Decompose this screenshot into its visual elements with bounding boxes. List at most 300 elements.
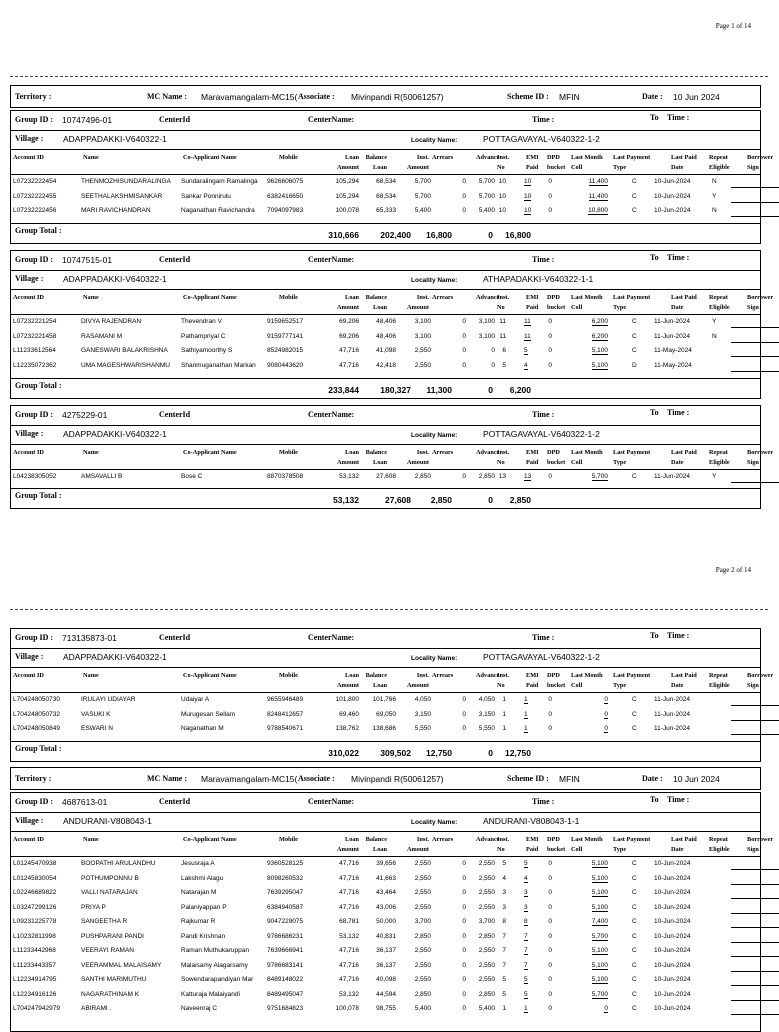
col-inst-no-line1: Inst. bbox=[497, 154, 510, 161]
account-id-cell: L01245470938 bbox=[13, 860, 57, 867]
inst-amount-cell: 2,550 bbox=[414, 361, 431, 369]
borrower-sign-line bbox=[731, 720, 779, 721]
col-last-month-coll bbox=[571, 448, 603, 468]
col-arrears-line1: Arrears bbox=[432, 294, 454, 301]
table-row bbox=[11, 722, 760, 737]
advance-cell: 2,550 bbox=[478, 976, 495, 983]
last-payment-type-cell: C bbox=[632, 347, 637, 354]
emi-paid-cell: 4 bbox=[524, 361, 528, 369]
column-header-row bbox=[11, 150, 774, 175]
account-id-cell: L704248050849 bbox=[13, 725, 60, 732]
loan-amount-cell: 53,132 bbox=[339, 990, 359, 998]
group-id-row bbox=[11, 793, 760, 813]
group-id-value: 4275229-01 bbox=[62, 410, 108, 420]
col-loan-amount-line1: Loan bbox=[345, 154, 359, 161]
column-header-row bbox=[11, 290, 774, 315]
co-applicant-cell: Palaniyappan P bbox=[181, 903, 227, 911]
advance-cell: 2,550 bbox=[478, 874, 495, 882]
balance-loan-cell: 68,534 bbox=[376, 192, 396, 200]
col-last-payment-type-line2: Type bbox=[613, 682, 627, 689]
dpd-bucket-cell: 0 bbox=[548, 347, 552, 354]
emi-paid-cell: 7 bbox=[524, 961, 528, 969]
loan-amount-cell: 100,078 bbox=[335, 1005, 359, 1012]
inst-amount-cell: 2,550 bbox=[414, 889, 431, 896]
col-account-id bbox=[13, 293, 44, 303]
mobile-cell: 8489148022 bbox=[267, 976, 304, 983]
table-row bbox=[11, 857, 760, 872]
col-inst-no-line2: No bbox=[497, 846, 505, 853]
dpd-bucket-cell: 0 bbox=[548, 318, 552, 325]
emi-paid-cell: 1 bbox=[524, 710, 528, 718]
name-cell: ABIRAMI . bbox=[81, 1005, 112, 1012]
col-borrower-sign bbox=[747, 153, 773, 173]
name-cell: MARI RAVICHANDRAN bbox=[81, 207, 151, 214]
inst-amount-cell: 2,550 bbox=[414, 347, 431, 354]
col-last-month-coll-line2: Coll bbox=[571, 682, 583, 689]
col-name-line1: Name bbox=[83, 836, 99, 843]
col-repeat-eligible-line2: Eligible bbox=[709, 459, 730, 466]
group-id-label: Group ID : bbox=[15, 255, 54, 264]
arrears-cell: 0 bbox=[462, 192, 466, 200]
time-label: Time : bbox=[532, 255, 555, 264]
col-borrower-sign bbox=[747, 835, 773, 855]
village-row bbox=[11, 649, 760, 668]
emi-paid-cell: 1 bbox=[524, 1005, 528, 1012]
last-month-coll-cell: 0 bbox=[604, 725, 608, 732]
inst-no-cell: 11 bbox=[499, 318, 506, 325]
col-balance-loan-line1: Balance bbox=[365, 672, 387, 679]
col-loan-amount-line1: Loan bbox=[345, 836, 359, 843]
page-separator bbox=[10, 609, 768, 610]
col-last-month-coll-line2: Coll bbox=[571, 164, 583, 171]
col-repeat-eligible bbox=[709, 671, 730, 691]
col-loan-amount bbox=[337, 293, 359, 313]
last-paid-date-cell: 11-Jun-2024 bbox=[654, 725, 691, 732]
territory-label: Territory : bbox=[15, 774, 52, 783]
col-inst-amount-line1: Inst. bbox=[416, 294, 429, 301]
col-arrears bbox=[432, 835, 453, 845]
account-id-cell: L03247299126 bbox=[13, 903, 57, 911]
arrears-cell: 0 bbox=[462, 947, 466, 954]
last-paid-date-cell: 10-Jun-2024 bbox=[654, 889, 691, 896]
dpd-bucket-cell: 0 bbox=[548, 192, 552, 200]
inst-amount-cell: 5,400 bbox=[414, 207, 431, 214]
last-payment-type-cell: C bbox=[632, 860, 637, 867]
date-value: 10 Jun 2024 bbox=[673, 774, 720, 784]
total-balance-loan: 309,502 bbox=[380, 748, 411, 758]
name-cell: GANESWARI BALAKRISHNA bbox=[81, 347, 168, 354]
group-total-label: Group Total : bbox=[15, 491, 62, 500]
account-id-cell: L704248050730 bbox=[13, 696, 60, 703]
col-repeat-eligible bbox=[709, 835, 730, 855]
col-last-paid-date bbox=[671, 448, 697, 468]
balance-loan-cell: 41,098 bbox=[376, 347, 396, 354]
locality-label: Locality Name: bbox=[411, 655, 458, 662]
col-inst-amount-line2: Amount bbox=[406, 459, 429, 466]
col-inst-no bbox=[497, 293, 509, 313]
last-payment-type-cell: C bbox=[632, 976, 637, 983]
borrower-sign-line bbox=[731, 371, 779, 372]
inst-no-cell: 7 bbox=[502, 961, 506, 969]
total-arrears: 0 bbox=[488, 495, 493, 505]
group-id-row bbox=[11, 251, 760, 271]
co-applicant-cell: Pathampriyal C bbox=[181, 332, 226, 340]
group-section bbox=[10, 405, 774, 509]
village-value: ADAPPADAKKI-V640322-1 bbox=[63, 652, 167, 662]
column-header-row bbox=[11, 832, 774, 857]
inst-no-cell: 10 bbox=[498, 178, 506, 185]
col-dpd-bucket bbox=[547, 448, 565, 468]
col-inst-no bbox=[497, 671, 509, 691]
col-dpd-bucket-line1: DPD bbox=[547, 449, 560, 456]
account-id-cell: L02246689822 bbox=[13, 889, 57, 896]
co-applicant-cell: Bose C bbox=[181, 473, 203, 480]
inst-amount-cell: 5,550 bbox=[414, 725, 431, 732]
name-cell: NAGARATHINAM K bbox=[81, 990, 140, 998]
co-applicant-cell: Udaiyar A bbox=[181, 696, 210, 703]
mobile-cell: 9360528125 bbox=[267, 860, 304, 867]
col-name-line1: Name bbox=[83, 294, 99, 301]
borrower-sign-line bbox=[731, 216, 779, 217]
borrower-sign-line bbox=[731, 971, 779, 972]
loan-amount-cell: 53,132 bbox=[339, 932, 359, 940]
to-label: To bbox=[650, 113, 659, 122]
table-row bbox=[11, 708, 760, 723]
emi-paid-cell: 13 bbox=[524, 473, 532, 480]
center-name-label: CenterName: bbox=[308, 115, 355, 124]
col-mobile-line1: Mobile bbox=[279, 836, 298, 843]
table-row bbox=[11, 330, 760, 345]
locality-value: POTTAGAVAYAL-V640322-1-2 bbox=[483, 429, 600, 439]
date-label: Date : bbox=[642, 774, 663, 783]
inst-amount-cell: 2,550 bbox=[414, 961, 431, 969]
time-label: Time : bbox=[532, 797, 555, 806]
col-last-month-coll-line1: Last Month bbox=[571, 672, 603, 679]
col-loan-amount bbox=[337, 153, 359, 173]
arrears-cell: 0 bbox=[462, 347, 466, 354]
center-name-label: CenterName: bbox=[308, 633, 355, 642]
col-repeat-eligible-line1: Repeat bbox=[709, 154, 728, 161]
advance-cell: 2,550 bbox=[478, 860, 495, 867]
last-paid-date-cell: 10-Jun-2024 bbox=[654, 918, 691, 925]
to-label: To bbox=[650, 253, 659, 262]
balance-loan-cell: 68,534 bbox=[376, 178, 396, 185]
col-co-applicant-line1: Co-Applicant Name bbox=[183, 294, 237, 301]
col-borrower-sign-line1: Borrower bbox=[747, 294, 774, 301]
locality-value: ANDURANI-V808043-1-1 bbox=[483, 816, 580, 826]
last-paid-date-cell: 10-Jun-2024 bbox=[654, 874, 691, 882]
col-balance-loan bbox=[366, 153, 387, 173]
table-row bbox=[11, 693, 760, 708]
village-row bbox=[11, 426, 760, 445]
repeat-eligible-cell: N bbox=[712, 207, 717, 214]
last-paid-date-cell: 11-Jun-2024 bbox=[654, 473, 691, 480]
col-advance bbox=[476, 293, 499, 303]
mobile-cell: 9655946489 bbox=[267, 696, 304, 703]
col-advance bbox=[476, 448, 499, 458]
last-payment-type-cell: C bbox=[632, 725, 637, 732]
col-last-month-coll-line1: Last Month bbox=[571, 294, 603, 301]
inst-amount-cell: 2,850 bbox=[414, 990, 431, 998]
total-advance: 12,750 bbox=[505, 748, 531, 758]
col-borrower-sign-line2: Sign bbox=[747, 304, 759, 311]
borrower-sign-line bbox=[731, 898, 779, 899]
col-name bbox=[83, 153, 99, 163]
table-row bbox=[11, 973, 760, 988]
group-section bbox=[10, 628, 774, 762]
advance-cell: 5,700 bbox=[478, 178, 495, 185]
mobile-cell: 9159777141 bbox=[267, 332, 304, 340]
balance-loan-cell: 43,464 bbox=[376, 889, 396, 896]
balance-loan-cell: 50,000 bbox=[376, 918, 396, 925]
table-row bbox=[11, 915, 760, 930]
last-payment-type-cell: C bbox=[632, 932, 637, 940]
total-balance-loan: 180,327 bbox=[380, 385, 411, 395]
col-last-paid-date bbox=[671, 293, 697, 313]
mc-name-value: Maravamangalam-MC15( bbox=[201, 92, 298, 102]
co-applicant-cell: Lakshmi Alagu bbox=[181, 874, 224, 882]
loan-amount-cell: 69,206 bbox=[339, 318, 359, 325]
col-arrears-line1: Arrears bbox=[432, 154, 454, 161]
co-applicant-cell: Pandi Krishnan bbox=[181, 932, 226, 940]
borrower-sign-line bbox=[731, 913, 779, 914]
balance-loan-cell: 40,831 bbox=[376, 932, 396, 940]
advance-cell: 2,550 bbox=[478, 947, 495, 954]
balance-loan-cell: 39,656 bbox=[376, 860, 396, 867]
advance-cell: 2,550 bbox=[478, 903, 495, 911]
table-row bbox=[11, 190, 760, 205]
village-row bbox=[11, 131, 760, 150]
col-mobile-line1: Mobile bbox=[279, 449, 298, 456]
group-total-row bbox=[11, 378, 760, 398]
last-month-coll-cell: 5,700 bbox=[591, 932, 608, 940]
page-number: Page 2 of 14 bbox=[715, 566, 751, 574]
col-inst-no bbox=[497, 153, 509, 173]
table-row bbox=[11, 315, 760, 330]
center-id-label: CenterId bbox=[159, 410, 191, 419]
emi-paid-cell: 7 bbox=[524, 932, 528, 940]
col-last-payment-type-line1: Last Payment bbox=[613, 154, 651, 161]
name-cell: BOOPATHI ARULANDHU bbox=[81, 860, 156, 867]
emi-paid-cell: 11 bbox=[524, 318, 531, 325]
col-inst-amount bbox=[407, 835, 429, 855]
last-paid-date-cell: 11-May-2024 bbox=[654, 361, 692, 369]
table-row bbox=[11, 886, 760, 901]
col-balance-loan bbox=[366, 293, 387, 313]
dpd-bucket-cell: 0 bbox=[548, 710, 552, 718]
total-arrears: 0 bbox=[488, 385, 493, 395]
column-header-row bbox=[11, 445, 774, 470]
group-section bbox=[10, 250, 774, 399]
balance-loan-cell: 43,006 bbox=[376, 903, 396, 911]
group-total-label: Group Total : bbox=[15, 744, 62, 753]
last-month-coll-cell: 5,100 bbox=[591, 976, 608, 983]
col-account-id-line1: Account ID bbox=[13, 672, 44, 679]
territory-label: Territory : bbox=[15, 92, 52, 101]
inst-no-cell: 7 bbox=[502, 932, 506, 940]
inst-amount-cell: 2,550 bbox=[414, 874, 431, 882]
col-account-id-line1: Account ID bbox=[13, 154, 44, 161]
col-advance-line1: Advance bbox=[476, 836, 500, 843]
col-inst-no-line2: No bbox=[497, 164, 505, 171]
loan-amount-cell: 47,716 bbox=[339, 860, 359, 867]
col-dpd-bucket bbox=[547, 153, 565, 173]
col-loan-amount-line1: Loan bbox=[345, 294, 359, 301]
inst-no-cell: 1 bbox=[502, 1005, 506, 1012]
col-loan-amount-line2: Amount bbox=[336, 682, 359, 689]
table-row bbox=[11, 470, 760, 485]
col-arrears bbox=[432, 153, 453, 163]
mobile-cell: 9047229075 bbox=[267, 918, 304, 925]
last-payment-type-cell: C bbox=[632, 961, 637, 969]
account-id-cell: L07232222456 bbox=[13, 207, 57, 214]
last-month-coll-cell: 5,100 bbox=[591, 903, 608, 911]
time-label: Time : bbox=[532, 633, 555, 642]
inst-amount-cell: 2,850 bbox=[414, 932, 431, 940]
col-repeat-eligible-line1: Repeat bbox=[709, 672, 728, 679]
co-applicant-cell: Naveenraj C bbox=[181, 1005, 218, 1012]
total-arrears: 0 bbox=[488, 748, 493, 758]
table-row bbox=[11, 872, 760, 887]
last-payment-type-cell: C bbox=[632, 178, 637, 185]
inst-no-cell: 5 bbox=[502, 860, 506, 867]
last-payment-type-cell: C bbox=[632, 710, 637, 718]
to-label: To bbox=[650, 631, 659, 640]
col-dpd-bucket-line2: bucket bbox=[547, 682, 566, 689]
emi-paid-cell: 10 bbox=[524, 207, 532, 214]
arrears-cell: 0 bbox=[462, 318, 466, 325]
last-paid-date-cell: 11-Jun-2024 bbox=[654, 710, 691, 718]
last-month-coll-cell: 5,100 bbox=[591, 361, 608, 369]
arrears-cell: 0 bbox=[462, 874, 466, 882]
col-balance-loan bbox=[366, 835, 387, 855]
col-last-paid-date-line2: Date bbox=[671, 682, 684, 689]
loan-amount-cell: 47,716 bbox=[339, 361, 359, 369]
advance-cell: 5,700 bbox=[478, 192, 495, 200]
co-applicant-cell: Jesusraja A bbox=[181, 860, 215, 867]
village-label: Village : bbox=[15, 274, 44, 283]
total-loan-amount: 53,132 bbox=[333, 495, 359, 505]
arrears-cell: 0 bbox=[462, 710, 466, 718]
loan-amount-cell: 69,206 bbox=[339, 332, 359, 340]
loan-amount-cell: 105,294 bbox=[335, 192, 359, 200]
balance-loan-cell: 40,098 bbox=[376, 976, 396, 983]
balance-loan-cell: 98,755 bbox=[376, 1005, 396, 1012]
col-last-payment-type-line1: Last Payment bbox=[613, 672, 651, 679]
mobile-cell: 9786686231 bbox=[267, 932, 304, 940]
name-cell: ESWARI N bbox=[81, 725, 113, 732]
col-last-paid-date bbox=[671, 153, 697, 173]
co-applicant-cell: Katturaja Malaiyandi bbox=[181, 990, 240, 998]
repeat-eligible-cell: Y bbox=[712, 473, 717, 480]
dpd-bucket-cell: 0 bbox=[548, 976, 552, 983]
col-borrower-sign-line2: Sign bbox=[747, 164, 759, 171]
name-cell: VEERAYI RAMAN bbox=[81, 947, 134, 954]
name-cell: UMA MAGESHWARISHANMU bbox=[81, 361, 170, 369]
col-emi-paid-line2: Paid bbox=[526, 304, 539, 311]
col-borrower-sign bbox=[747, 671, 773, 691]
emi-paid-cell: 5 bbox=[524, 990, 528, 998]
advance-cell: 2,850 bbox=[478, 990, 495, 998]
col-mobile bbox=[279, 293, 298, 303]
col-last-paid-date-line1: Last Paid bbox=[671, 449, 697, 456]
advance-cell: 3,150 bbox=[478, 710, 495, 718]
col-advance-line1: Advance bbox=[476, 154, 500, 161]
co-applicant-cell: Sankar Ponnirulu bbox=[181, 192, 231, 200]
col-repeat-eligible bbox=[709, 293, 730, 313]
repeat-eligible-cell: N bbox=[712, 178, 717, 185]
loan-amount-cell: 101,800 bbox=[335, 696, 359, 703]
account-id-cell: L07232222454 bbox=[13, 178, 57, 185]
village-value: ANDURANI-V808043-1 bbox=[63, 816, 152, 826]
account-id-cell: L11233442968 bbox=[13, 947, 56, 954]
account-id-cell: L704248050732 bbox=[13, 710, 60, 718]
col-last-paid-date bbox=[671, 835, 697, 855]
co-applicant-cell: Shanmuganathan Markan bbox=[181, 361, 256, 369]
arrears-cell: 0 bbox=[462, 918, 466, 925]
to-label: To bbox=[650, 408, 659, 417]
co-applicant-cell: Sowendarapandiyan Mar bbox=[181, 976, 254, 983]
scheme-value: MFIN bbox=[559, 774, 580, 784]
arrears-cell: 0 bbox=[462, 1005, 466, 1012]
co-applicant-cell: Naganathan Ravichandra bbox=[181, 207, 255, 214]
last-paid-date-cell: 11-May-2024 bbox=[654, 347, 692, 354]
last-payment-type-cell: C bbox=[632, 207, 637, 214]
last-payment-type-cell: D bbox=[632, 361, 637, 369]
borrower-sign-line bbox=[731, 1014, 779, 1015]
village-row bbox=[11, 271, 760, 290]
loan-amount-cell: 47,716 bbox=[339, 889, 359, 896]
col-mobile bbox=[279, 153, 298, 163]
col-arrears bbox=[432, 671, 453, 681]
col-account-id-line1: Account ID bbox=[13, 836, 44, 843]
dpd-bucket-cell: 0 bbox=[548, 361, 552, 369]
last-paid-date-cell: 10-Jun-2024 bbox=[654, 976, 691, 983]
mobile-cell: 8870378508 bbox=[267, 473, 304, 480]
borrower-sign-line bbox=[731, 327, 779, 328]
page-number: Page 1 of 14 bbox=[715, 22, 751, 30]
last-month-coll-cell: 0 bbox=[604, 696, 608, 703]
name-cell: VEERAMMAL MALAISAMY bbox=[81, 961, 162, 969]
col-inst-amount-line2: Amount bbox=[406, 164, 429, 171]
advance-cell: 0 bbox=[491, 361, 495, 369]
time-label: Time : bbox=[532, 410, 555, 419]
mobile-cell: 9626606075 bbox=[267, 178, 304, 185]
col-repeat-eligible-line2: Eligible bbox=[709, 846, 730, 853]
col-co-applicant bbox=[183, 293, 237, 303]
loan-amount-cell: 47,716 bbox=[339, 874, 359, 882]
mobile-cell: 9786683141 bbox=[267, 961, 304, 969]
advance-cell: 2,550 bbox=[478, 961, 495, 969]
col-inst-amount-line2: Amount bbox=[406, 682, 429, 689]
last-paid-date-cell: 10-Jun-2024 bbox=[654, 903, 691, 911]
inst-no-cell: 8 bbox=[502, 918, 506, 925]
mobile-cell: 8098260532 bbox=[267, 874, 304, 882]
inst-amount-cell: 3,150 bbox=[414, 710, 431, 718]
last-payment-type-cell: C bbox=[632, 947, 637, 954]
center-id-label: CenterId bbox=[159, 115, 191, 124]
group-section bbox=[10, 110, 774, 244]
emi-paid-cell: 5 bbox=[524, 860, 528, 867]
col-co-applicant-line1: Co-Applicant Name bbox=[183, 672, 237, 679]
scheme-label: Scheme ID : bbox=[507, 774, 549, 783]
account-id-cell: L11233443357 bbox=[13, 961, 56, 969]
total-inst-amount: 2,850 bbox=[430, 495, 452, 505]
dpd-bucket-cell: 0 bbox=[548, 860, 552, 867]
repeat-eligible-cell: N bbox=[712, 332, 717, 340]
borrower-sign-line bbox=[731, 705, 779, 706]
advance-cell: 3,700 bbox=[478, 918, 495, 925]
